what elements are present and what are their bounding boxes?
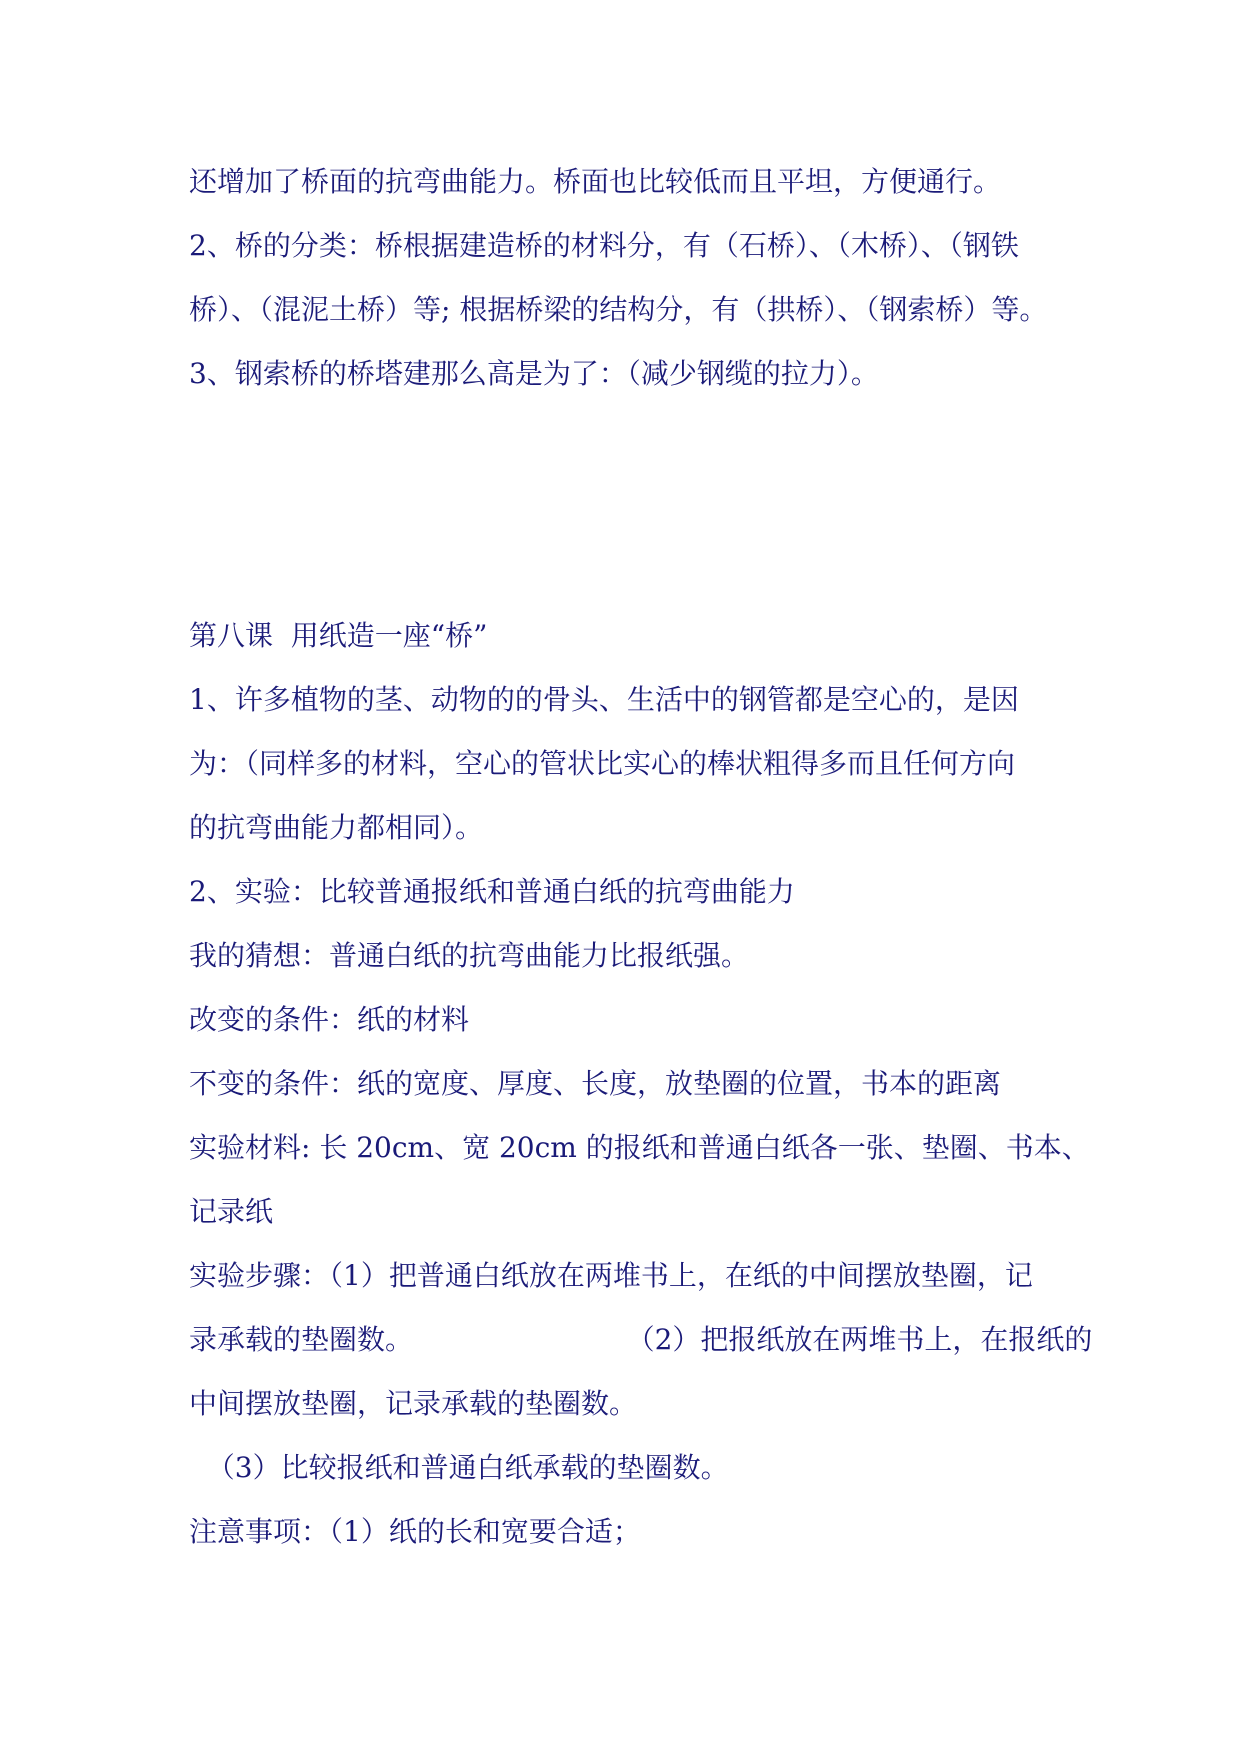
- text-line: 为：（同样多的材料，空心的管状比实心的棒状粗得多而且任何方向: [189, 747, 1016, 780]
- text-line: 改变的条件：纸的材料: [189, 1003, 470, 1036]
- lesson-title: 第八课 用纸造一座“桥”: [189, 619, 488, 652]
- text-line: 实验步骤：（1）把普通白纸放在两堆书上，在纸的中间摆放垫圈，记: [189, 1259, 1033, 1292]
- text-line: （3）比较报纸和普通白纸承载的垫圈数。: [189, 1451, 729, 1484]
- text-line: 录承载的垫圈数。 （2）把报纸放在两堆书上，在报纸的: [189, 1323, 1093, 1356]
- text-line: 桥）、（混泥土桥）等; 根据桥梁的结构分，有（拱桥）、（钢索桥）等。: [189, 293, 1048, 326]
- text-line: 还增加了桥面的抗弯曲能力。桥面也比较低而且平坦，方便通行。: [189, 165, 1002, 198]
- text-line: 不变的条件：纸的宽度、厚度、长度，放垫圈的位置，书本的距离: [189, 1067, 1002, 1100]
- text-line: 3、钢索桥的桥塔建那么高是为了：（减少钢缆的拉力）。: [189, 357, 879, 390]
- text-line: 中间摆放垫圈，记录承载的垫圈数。: [189, 1387, 638, 1420]
- text-line: 2、桥的分类：桥根据建造桥的材料分，有（石桥）、（木桥）、（钢铁: [189, 229, 1019, 262]
- text-line: 1、许多植物的茎、动物的的骨头、生活中的钢管都是空心的，是因: [189, 683, 1019, 716]
- text-line: 2、实验：比较普通报纸和普通白纸的抗弯曲能力: [189, 875, 795, 908]
- text-line: 记录纸: [189, 1195, 274, 1228]
- text-line: 我的猜想：普通白纸的抗弯曲能力比报纸强。: [189, 939, 750, 972]
- text-line: 实验材料: 长 20cm、宽 20cm 的报纸和普通白纸各一张、垫圈、书本、: [189, 1131, 1090, 1164]
- text-line: 的抗弯曲能力都相同）。: [189, 811, 484, 844]
- text-line: 注意事项：（1）纸的长和宽要合适；: [189, 1515, 641, 1548]
